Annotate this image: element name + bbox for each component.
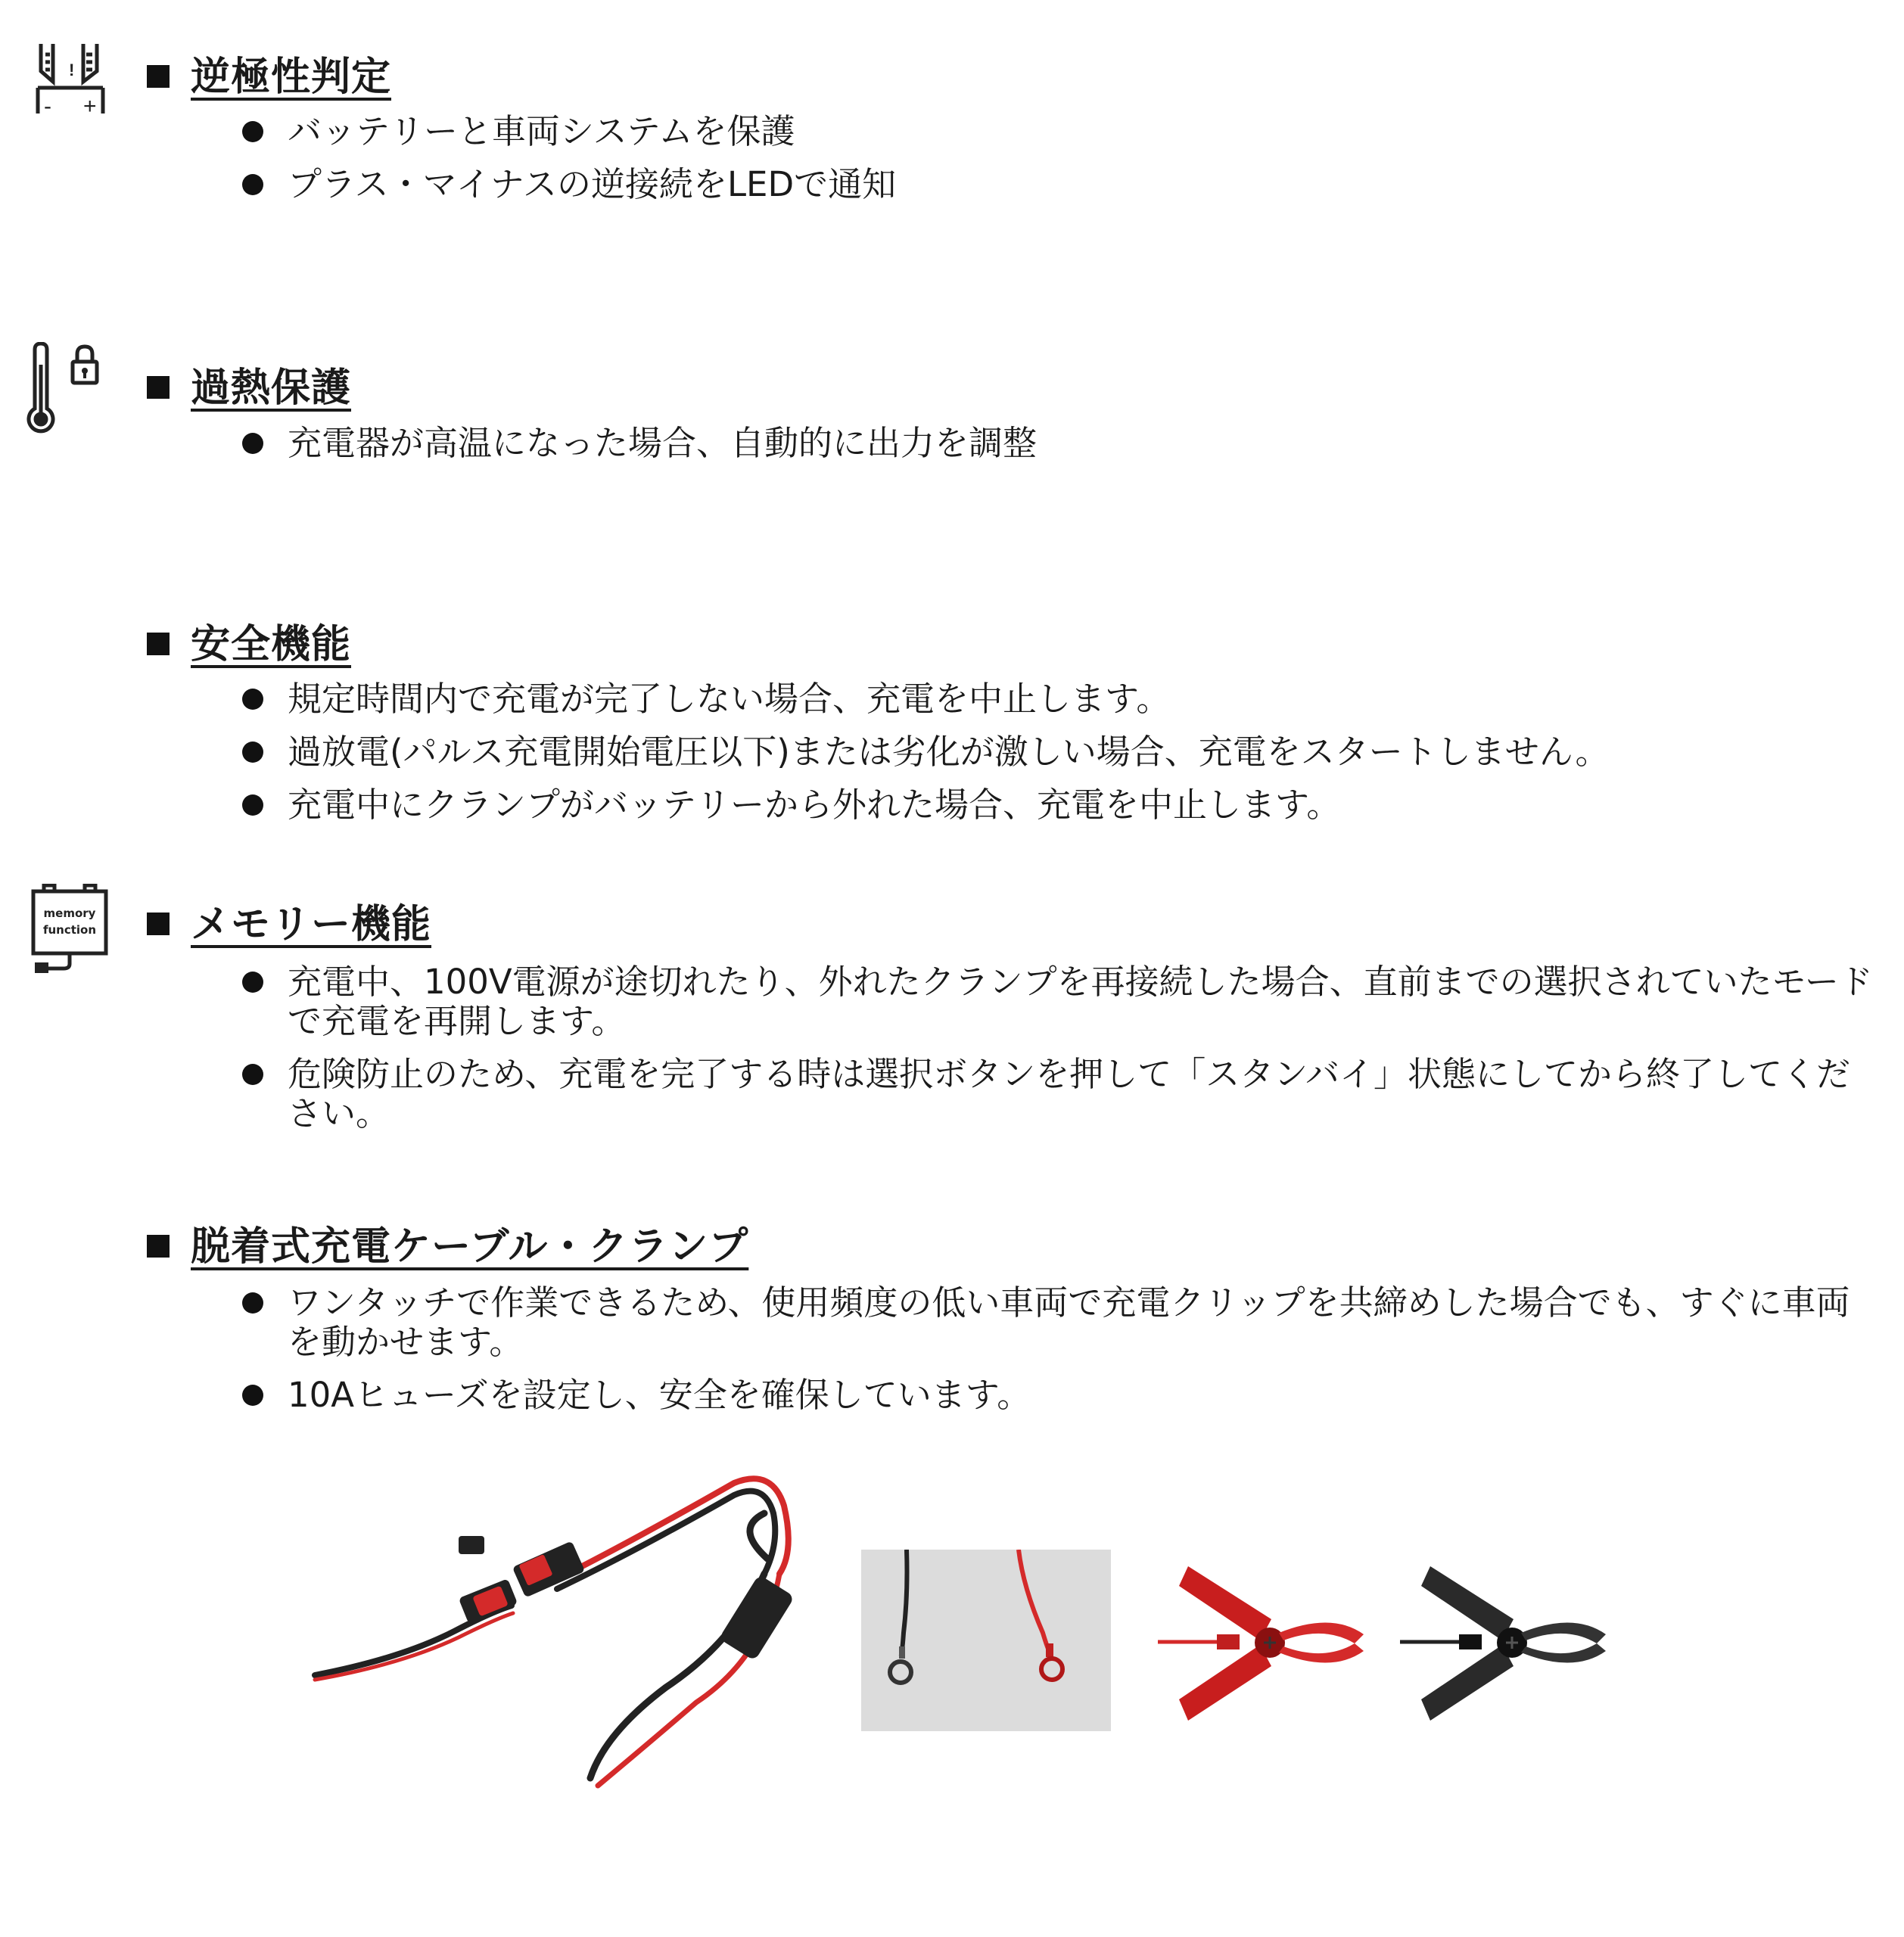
list-item: 10Aヒューズを設定し、安全を確保しています。: [241, 1376, 1883, 1415]
list-item: ワンタッチで作業できるため、使用頻度の低い車両で充電クリップを共締めした場合でも、すぐに車両を動かせます。: [241, 1283, 1883, 1362]
bullet-list-memory: [241, 962, 1883, 1147]
section-heading-reverse-polarity: 逆極性判定: [191, 54, 392, 100]
bullet-list-reverse-polarity: [241, 112, 1883, 218]
svg-text:function: function: [42, 923, 97, 937]
svg-text:!: !: [69, 61, 75, 79]
list-item: バッテリーと車両システムを保護: [241, 112, 1883, 151]
ring-terminal-image: [861, 1550, 1111, 1731]
black-clamp-image: [1400, 1551, 1612, 1725]
section-heading-safety: 安全機能: [191, 622, 352, 667]
svg-text:-: -: [44, 94, 51, 119]
bullet-list-overheat: [241, 424, 1883, 477]
bullet-list-detachable-cable: [241, 1283, 1883, 1429]
heading-marker: [147, 1235, 170, 1258]
list-item: 規定時間内で充電が完了しない場合、充電を中止します。: [241, 679, 1883, 719]
bullet-list-safety: [241, 679, 1883, 838]
thermometer-lock-icon: [24, 342, 115, 439]
heading-marker: [147, 633, 170, 655]
section-heading-detachable-cable: 脱着式充電ケーブル・クランプ: [191, 1224, 749, 1270]
list-item: 過放電(パルス充電開始電圧以下)または劣化が激しい場合、充電をスタートしません。: [241, 732, 1883, 772]
battery-clamp-icon: [30, 38, 115, 123]
section-heading-overheat: 過熱保護: [191, 365, 352, 411]
svg-text:memory: memory: [43, 906, 96, 920]
list-item: 充電中、100V電源が途切れたり、外れたクランプを再接続した場合、直前までの選択されていたモードで充電を再開します。: [241, 962, 1883, 1041]
heading-marker: [147, 65, 170, 88]
cable-fuse-connector-image: [310, 1460, 825, 1793]
heading-marker: [147, 913, 170, 935]
list-item: 充電中にクランプがバッテリーから外れた場合、充電を中止します。: [241, 785, 1883, 825]
list-item: 充電器が高温になった場合、自動的に出力を調整: [241, 424, 1883, 463]
section-heading-memory: メモリー機能: [191, 902, 432, 947]
battery-plug-icon: [29, 884, 112, 978]
red-clamp-image: [1158, 1551, 1370, 1725]
svg-text:+: +: [83, 94, 97, 119]
list-item: プラス・マイナスの逆接続をLEDで通知: [241, 165, 1883, 204]
heading-marker: [147, 376, 170, 399]
list-item: 危険防止のため、充電を完了する時は選択ボタンを押して「スタンバイ」状態にしてから終了してください。: [241, 1055, 1883, 1133]
